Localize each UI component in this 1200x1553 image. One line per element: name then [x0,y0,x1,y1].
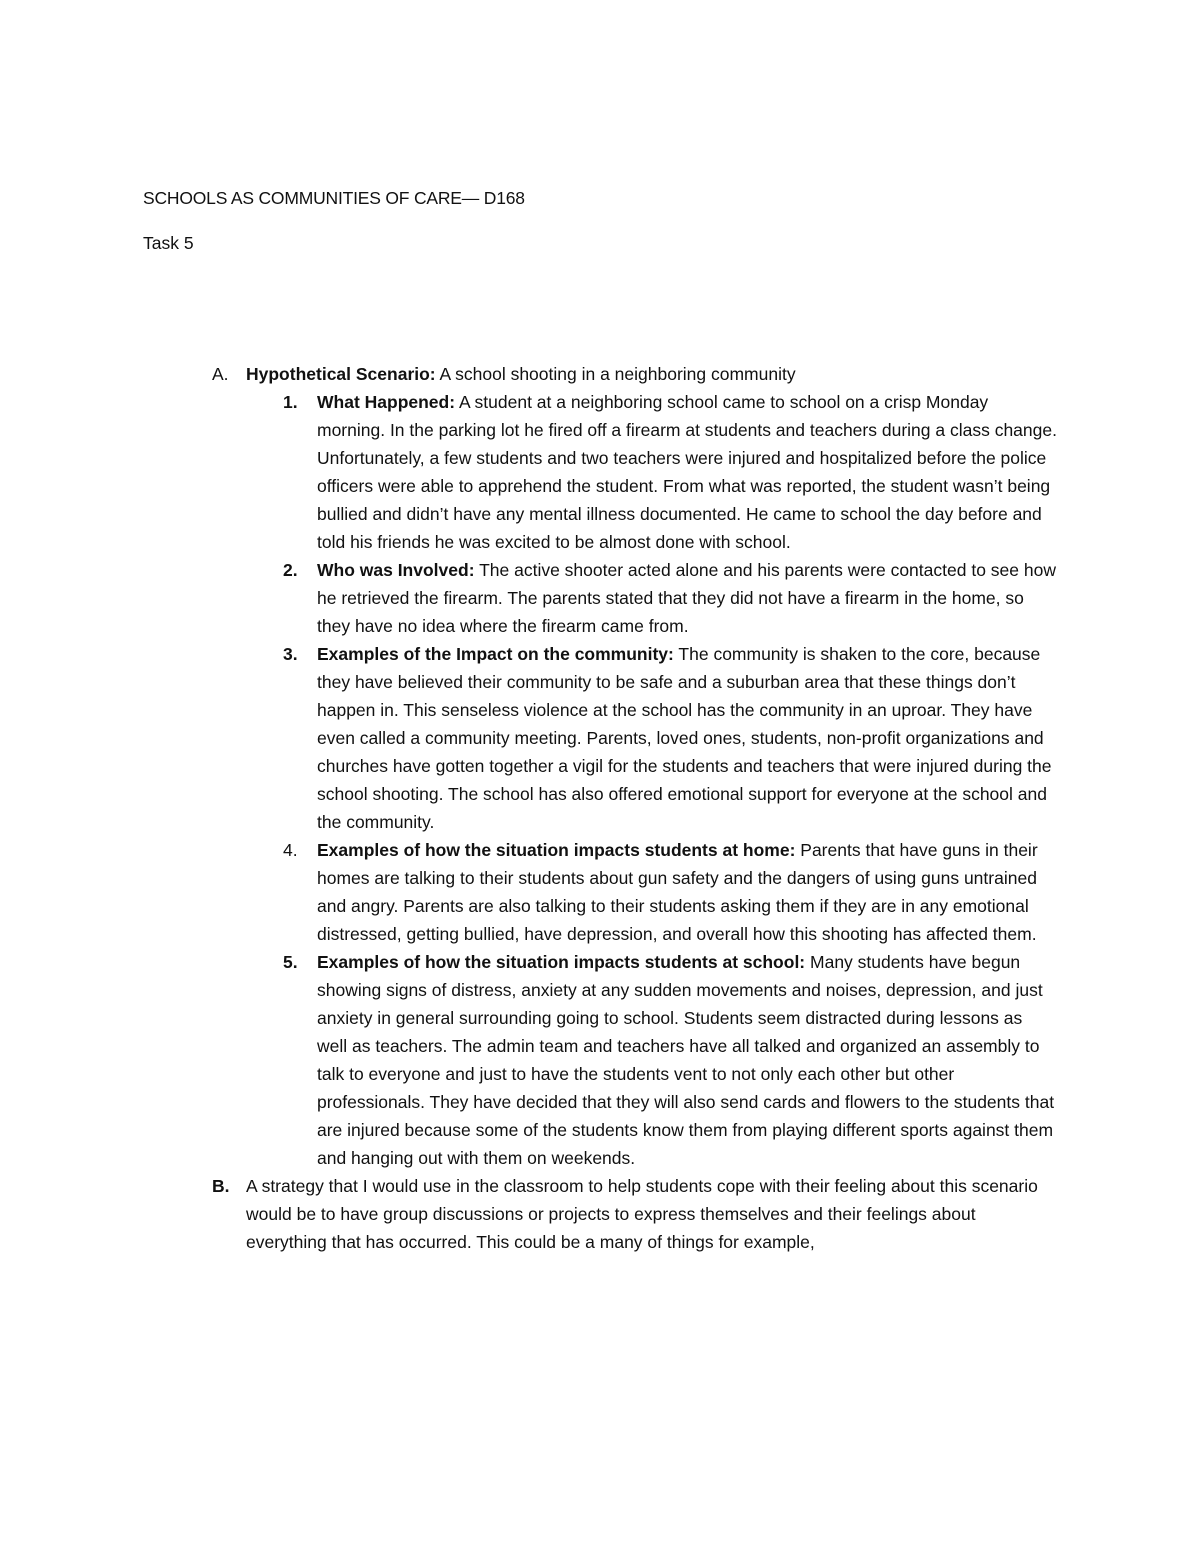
item-label: Examples of how the situation impacts students at home: [317,840,796,860]
item-number: 2. [283,560,298,580]
item-number: 4. [283,840,298,860]
item-label: Examples of how the situation impacts students at school: [317,952,806,972]
list-item [0,948,1057,1172]
section-b-marker: B. [212,1176,230,1196]
item-text: Parents that have guns in their homes are talking to their students about gun safety and the dangers of using guns untrained and angry. Parents are also talking to their students asking them if they are in any emotional distressed, getting bullied, have depression, and overall how this shooting has affected them. [317,840,1038,944]
section-a-label: Hypothetical Scenario: [246,364,436,384]
course-code: D168 [483,188,525,208]
outline [0,360,1200,1256]
list-item [0,388,1057,556]
list-item [0,836,1057,948]
list-item [0,556,1057,640]
list-item [0,640,1057,836]
section-a [0,360,1066,1172]
item-text: The community is shaken to the core, because they have believed their community to be safe and a suburban area that these things don’t happen in. This senseless violence at the school has the community in an uproar. They have even called a community meeting. Parents, loved ones, students, non-profit organizations and churches have gotten together a vigil for the students and teachers that were injured during the school shooting. The school has also offered emotional support for everyone at the school and the community. [317,644,1052,832]
item-number: 5. [283,952,298,972]
section-a-marker: A. [212,364,229,384]
section-a-items [246,388,1066,1172]
item-label: What Happened: [317,392,456,412]
document-title [143,188,525,209]
item-label: Who was Involved: [317,560,475,580]
section-a-text: A school shooting in a neighboring community [439,364,796,384]
title-dash: — [461,188,480,208]
item-text: A student at a neighboring school came to school on a crisp Monday morning. In the parking lot he fired off a firearm at students and teachers during a class change. Unfortunately, a few students and two teachers were injured and hospitalized before the police officers were able to apprehend the student. From what was reported, the student wasn’t being bullied and didn’t have any mental illness documented. He came to school the day before and told his friends he was excited to be almost done with school. [317,392,1057,552]
item-text: The active shooter acted alone and his parents were contacted to see how he retrieved the firearm. The parents stated that they did not have a firearm in the home, so they have no idea where the firearm came from. [317,560,1056,636]
section-b-text: A strategy that I would use in the classroom to help students cope with their feeling about this scenario would be to have group discussions or projects to express themselves and their feelings about everything that has occurred. This could be a many of things for example, [246,1176,1038,1252]
section-b [0,1172,1061,1256]
item-number: 1. [283,392,298,412]
item-text: Many students have begun showing signs of distress, anxiety at any sudden movements and noises, depression, and just anxiety in general surrounding going to school. Students seem distracted during lessons as well as teachers. The admin team and teachers have all talked and organized an assembly to talk to everyone and just to have the students vent to not only each other but other professionals. They have decided that they will also send cards and flowers to the students that are injured because some of the students know them from playing different sports against them and hanging out with them on weekends. [317,952,1055,1168]
item-number: 3. [283,644,298,664]
course-title: SCHOOLS AS COMMUNITIES OF CARE [143,188,462,208]
item-label: Examples of the Impact on the community: [317,644,674,664]
task-label: Task 5 [143,233,194,253]
